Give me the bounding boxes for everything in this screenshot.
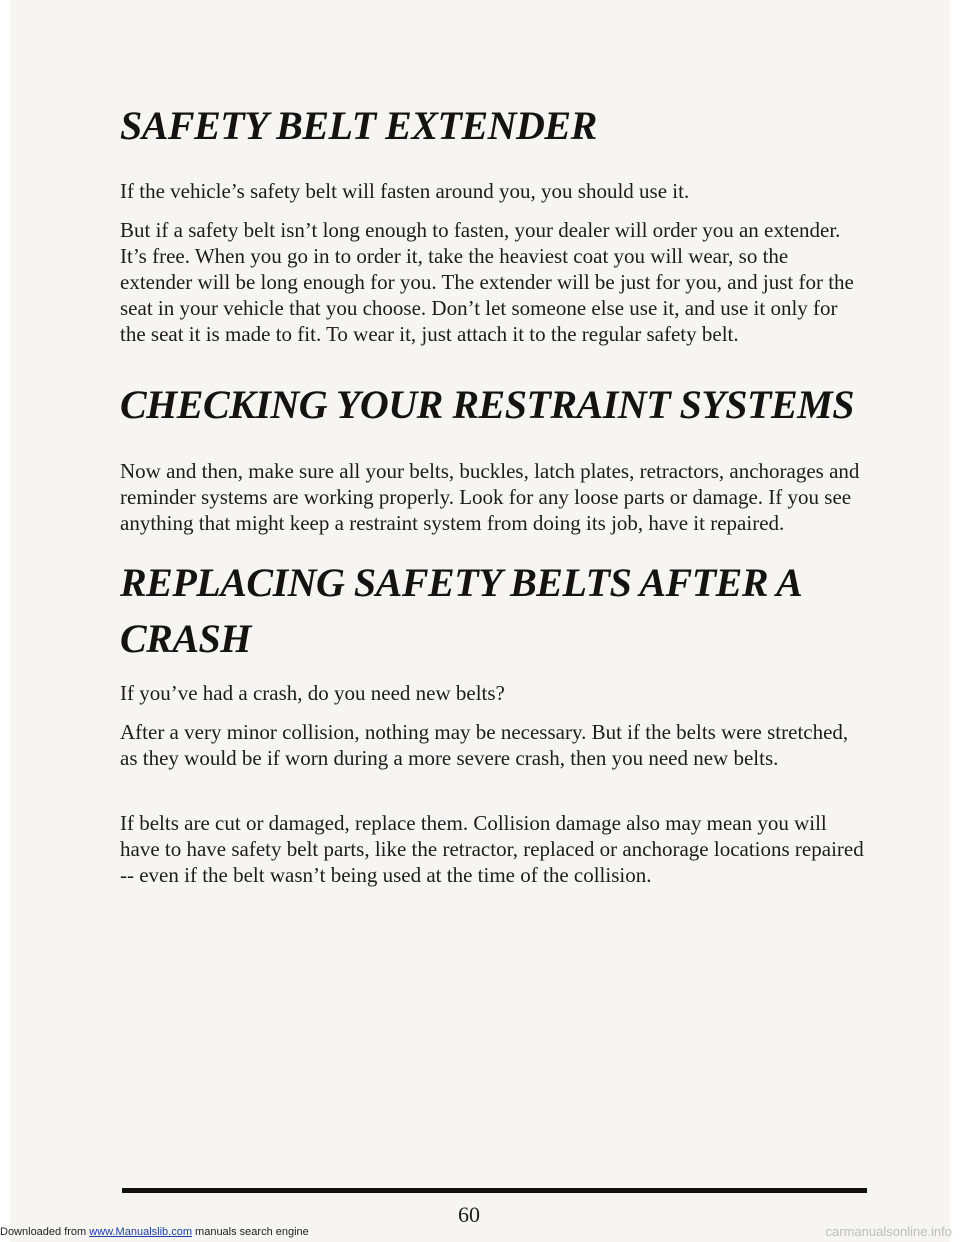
heading-checking-restraint-systems: CHECKING YOUR RESTRAINT SYSTEMS bbox=[120, 382, 854, 427]
download-note-suffix: manuals search engine bbox=[191, 1226, 309, 1238]
paragraph-checking-details: Now and then, make sure all your belts, buckles, latch plates, retractors, anchorages and reminder systems are working properly. Look for any loose parts or damage. If you see anything that might keep a restraint system from doing its job, have it repaired. bbox=[120, 459, 860, 535]
paragraph-replacing-question: If you’ve had a crash, do you need new belts? bbox=[120, 681, 505, 705]
watermark-text: carmanualsonline.info bbox=[825, 1224, 952, 1239]
download-note bbox=[0, 1226, 309, 1238]
download-note-prefix: Downloaded from bbox=[0, 1226, 90, 1238]
heading-safety-belt-extender: SAFETY BELT EXTENDER bbox=[120, 103, 597, 148]
heading-replacing-safety-belts: REPLACING SAFETY BELTS AFTER A CRASH bbox=[120, 560, 800, 661]
footer-rule bbox=[122, 1188, 867, 1193]
paragraph-extender-details: But if a safety belt isn’t long enough to fasten, your dealer will order you an extender. It’s free. When you go in to order it, take the heaviest coat you will wear, so the extender will be long enough for you. The extender will be just for you, and just for the seat in your vehicle that you choose. Don’t let someone else use it, and use it only for the seat it is made to fit. To wear it, just attach it to the regular safety belt. bbox=[120, 218, 854, 346]
page-number: 60 bbox=[458, 1202, 480, 1227]
paragraph-replacing-damage: If belts are cut or damaged, replace them. Collision damage also may mean you will have to have safety belt parts, like the retractor, replaced or anchorage locations repaired -- even if the belt wasn’t being used at the time of the collision. bbox=[120, 811, 864, 887]
paragraph-extender-intro: If the vehicle’s safety belt will fasten around you, you should use it. bbox=[120, 179, 690, 203]
manualslib-link[interactable]: www.Manualslib.com bbox=[89, 1226, 192, 1238]
paragraph-replacing-minor-collision: After a very minor collision, nothing may be necessary. But if the belts were stretched, as they would be if worn during a more severe crash, then you need new belts. bbox=[120, 720, 849, 770]
manual-page bbox=[10, 0, 950, 1242]
